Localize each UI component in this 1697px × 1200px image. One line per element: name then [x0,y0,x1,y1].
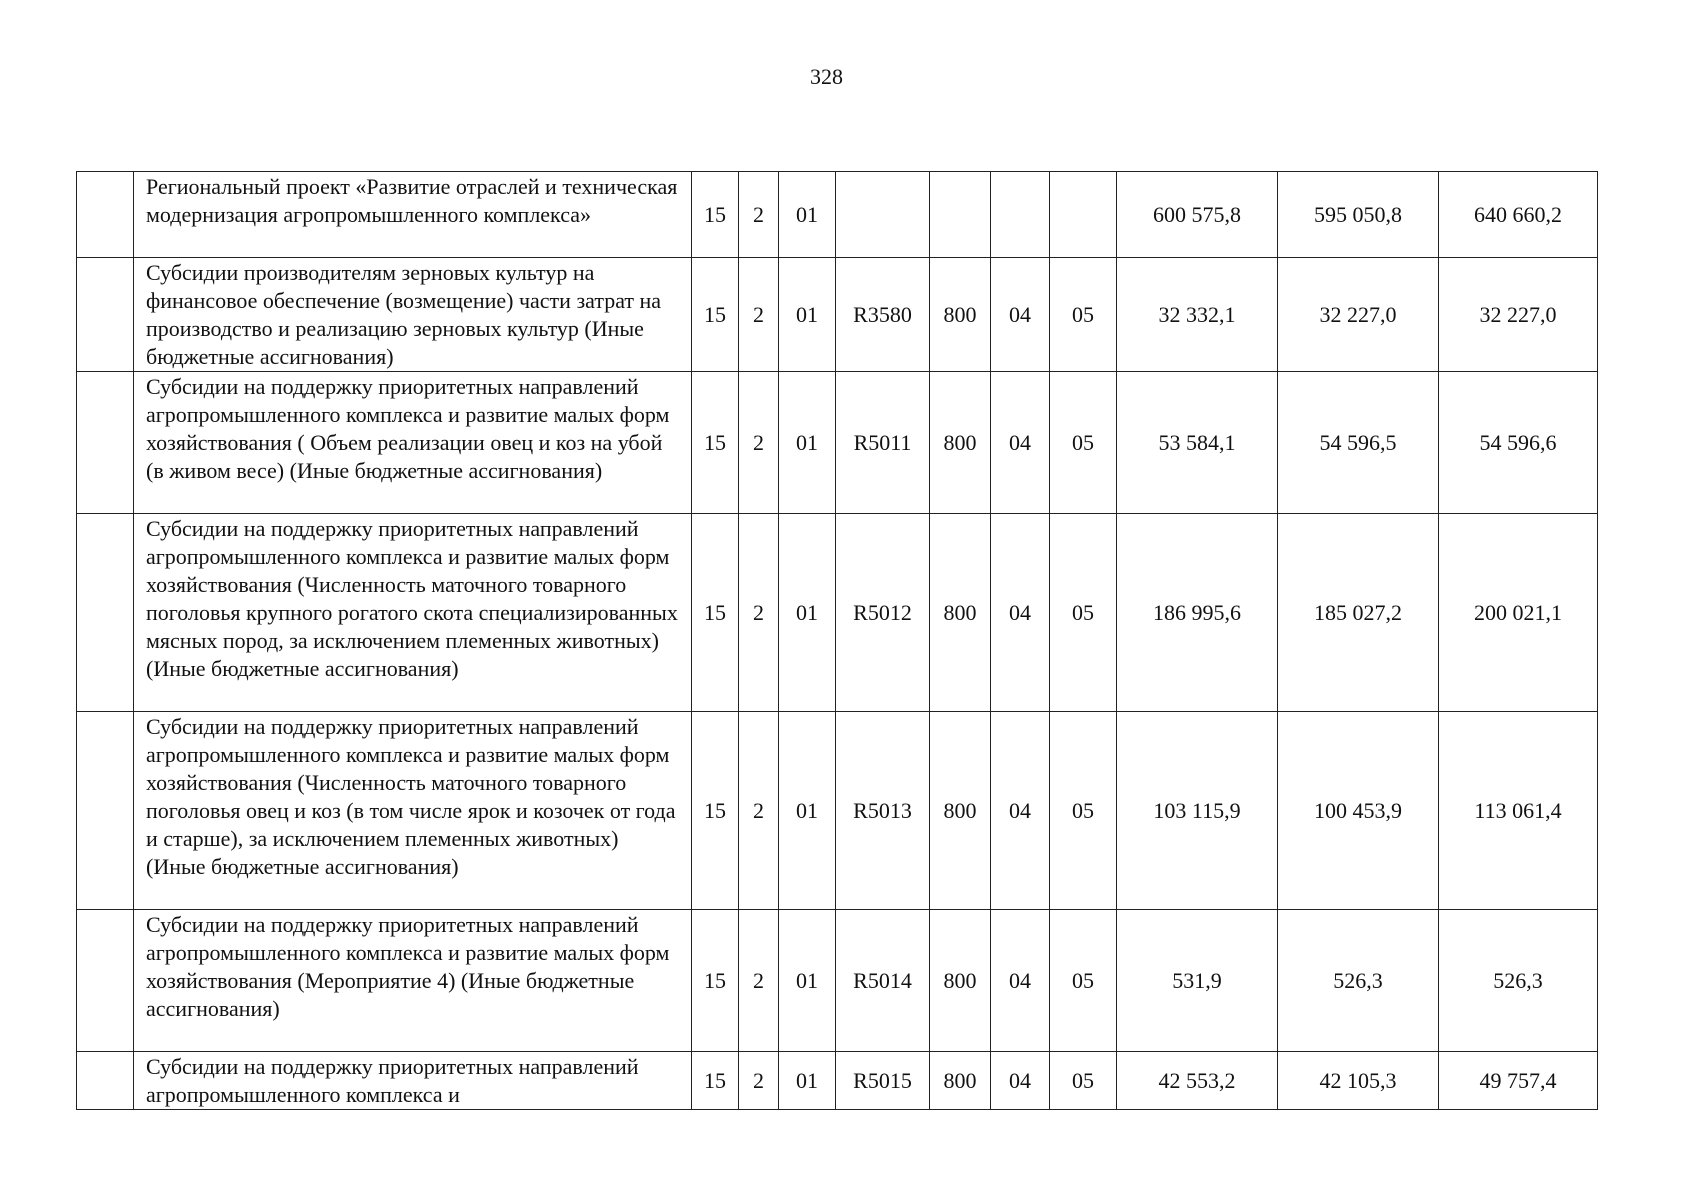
target-code [836,172,930,258]
target-code: R3580 [836,258,930,372]
subprogram-code: 2 [739,514,779,712]
subprogram-code: 2 [739,172,779,258]
amount-year-3: 113 061,4 [1439,712,1598,910]
event-code: 01 [779,910,836,1052]
expense-type-code: 800 [930,1052,991,1110]
row-number-cell [77,514,134,712]
amount-year-1: 600 575,8 [1117,172,1278,258]
subsection-code: 05 [1050,910,1117,1052]
expense-type-code [930,172,991,258]
program-code: 15 [692,1052,739,1110]
expense-type-code: 800 [930,712,991,910]
row-number-cell [77,910,134,1052]
table-row [77,1052,1598,1110]
row-number-cell [77,372,134,514]
row-number-cell [77,258,134,372]
target-code: R5013 [836,712,930,910]
target-code: R5014 [836,910,930,1052]
amount-year-1: 103 115,9 [1117,712,1278,910]
amount-year-2: 526,3 [1278,910,1439,1052]
subsection-code: 05 [1050,1052,1117,1110]
amount-year-2: 100 453,9 [1278,712,1439,910]
expense-type-code: 800 [930,910,991,1052]
subprogram-code: 2 [739,1052,779,1110]
event-code: 01 [779,258,836,372]
subprogram-code: 2 [739,258,779,372]
event-code: 01 [779,712,836,910]
subprogram-code: 2 [739,712,779,910]
section-code: 04 [991,910,1050,1052]
row-description: Субсидии на поддержку приоритетных направлений агропромышленного комплекса и развитие малых форм хозяйствования (Мероприятие 4) (Иные бюджетные ассигнования) [134,910,692,1052]
subsection-code: 05 [1050,258,1117,372]
amount-year-2: 185 027,2 [1278,514,1439,712]
amount-year-1: 42 553,2 [1117,1052,1278,1110]
subsection-code [1050,172,1117,258]
budget-table [76,171,1598,1110]
program-code: 15 [692,172,739,258]
amount-year-3: 49 757,4 [1439,1052,1598,1110]
section-code: 04 [991,258,1050,372]
program-code: 15 [692,910,739,1052]
amount-year-2: 54 596,5 [1278,372,1439,514]
section-code: 04 [991,514,1050,712]
amount-year-2: 595 050,8 [1278,172,1439,258]
subprogram-code: 2 [739,910,779,1052]
table-row [77,712,1598,910]
subprogram-code: 2 [739,372,779,514]
section-code: 04 [991,372,1050,514]
program-code: 15 [692,372,739,514]
row-description: Субсидии производителям зерновых культур на финансовое обеспечение (возмещение) части затрат на производство и реализацию зерновых культур (Иные бюджетные ассигнования) [134,258,692,372]
amount-year-3: 54 596,6 [1439,372,1598,514]
event-code: 01 [779,372,836,514]
amount-year-1: 186 995,6 [1117,514,1278,712]
expense-type-code: 800 [930,372,991,514]
row-number-cell [77,712,134,910]
target-code: R5011 [836,372,930,514]
page-number: 328 [810,64,843,89]
row-description: Субсидии на поддержку приоритетных направлений агропромышленного комплекса и [134,1052,692,1110]
amount-year-3: 32 227,0 [1439,258,1598,372]
table-row [77,372,1598,514]
subsection-code: 05 [1050,514,1117,712]
table-row [77,514,1598,712]
program-code: 15 [692,258,739,372]
section-code: 04 [991,712,1050,910]
amount-year-3: 640 660,2 [1439,172,1598,258]
table-row [77,910,1598,1052]
subsection-code: 05 [1050,372,1117,514]
event-code: 01 [779,514,836,712]
table-row [77,172,1598,258]
amount-year-2: 42 105,3 [1278,1052,1439,1110]
program-code: 15 [692,712,739,910]
event-code: 01 [779,172,836,258]
subsection-code: 05 [1050,712,1117,910]
target-code: R5012 [836,514,930,712]
program-code: 15 [692,514,739,712]
amount-year-3: 200 021,1 [1439,514,1598,712]
target-code: R5015 [836,1052,930,1110]
row-description: Субсидии на поддержку приоритетных направлений агропромышленного комплекса и развитие малых форм хозяйствования (Численность маточного товарного поголовья овец и коз (в том числе ярок и козочек от года и старше), за исключением племенных животных) (Иные бюджетные ассигнования) [134,712,692,910]
section-code: 04 [991,1052,1050,1110]
expense-type-code: 800 [930,258,991,372]
row-description: Региональный проект «Развитие отраслей и техническая модернизация агропромышленного комплекса» [134,172,692,258]
section-code [991,172,1050,258]
row-description: Субсидии на поддержку приоритетных направлений агропромышленного комплекса и развитие малых форм хозяйствования ( Объем реализации овец и коз на убой (в живом весе) (Иные бюджетные ассигнования) [134,372,692,514]
amount-year-3: 526,3 [1439,910,1598,1052]
amount-year-2: 32 227,0 [1278,258,1439,372]
row-number-cell [77,172,134,258]
amount-year-1: 53 584,1 [1117,372,1278,514]
row-description: Субсидии на поддержку приоритетных направлений агропромышленного комплекса и развитие малых форм хозяйствования (Численность маточного товарного поголовья крупного рогатого скота специализированных мясных пород, за исключением племенных животных) (Иные бюджетные ассигнования) [134,514,692,712]
table-row [77,258,1598,372]
expense-type-code: 800 [930,514,991,712]
row-number-cell [77,1052,134,1110]
amount-year-1: 32 332,1 [1117,258,1278,372]
event-code: 01 [779,1052,836,1110]
amount-year-1: 531,9 [1117,910,1278,1052]
